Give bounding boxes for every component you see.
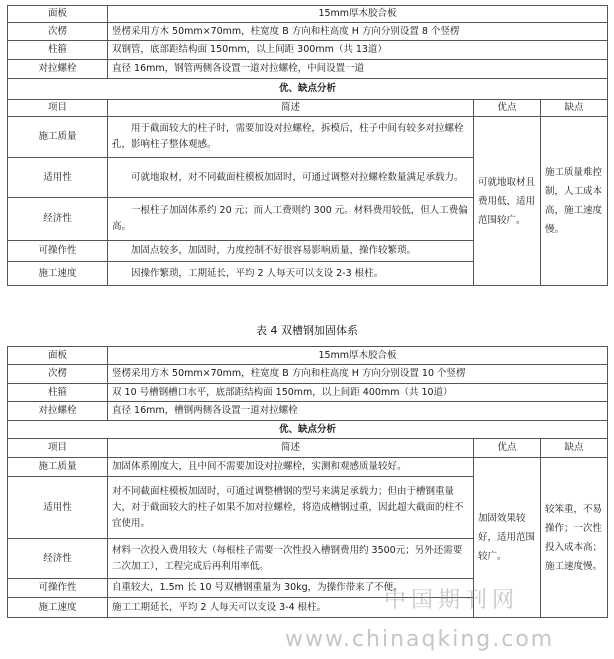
table-row — [8, 421, 608, 439]
table-header-row — [8, 100, 608, 117]
row-item: 经济性 — [8, 198, 108, 241]
row-desc: 一根柱子加固体系约 20 元；而人工费则约 300 元。材料费用较低，但人工费偏高。 — [108, 198, 474, 241]
analysis-header: 优、缺点分析 — [8, 421, 608, 439]
row-desc: 材料一次投入费用较大（每根柱子需要一次性投入槽钢费用约 3500元；另外还需要二次加工），工程完成后再利用率低。 — [108, 539, 474, 579]
table-row — [8, 384, 608, 402]
cons-cell: 较笨重，不易操作；一次性投入成本高；施工速度慢。 — [541, 458, 608, 618]
table-channel-steel-system — [7, 346, 608, 618]
row-desc: 可就地取材，对不同截面柱模板加固时，可通过调整对拉螺栓数量满足承载力。 — [108, 158, 474, 198]
table-row — [8, 23, 608, 41]
table-row — [8, 117, 608, 158]
row-value-hoop: 双钢管，底部距结构面 150mm，以上间距 300mm（共 13道） — [108, 41, 608, 60]
col-header-item: 项目 — [8, 439, 108, 458]
row-value-stud: 竖楞采用方木 50mm×70mm，柱宽度 B 方向和柱高度 H 方向分别设置 8 个竖楞 — [108, 23, 608, 41]
row-value-bolt: 直径 16mm，槽钢两侧各设置一道对拉螺栓 — [108, 402, 608, 421]
row-label-panel: 面板 — [8, 347, 108, 365]
row-desc: 施工工期延长，平均 2 人每天可以支设 3-4 根柱。 — [108, 598, 474, 618]
col-header-cons: 缺点 — [541, 100, 608, 117]
row-label-bolt: 对拉螺栓 — [8, 60, 108, 79]
row-desc: 自重较大，1.5m 长 10 号双槽钢重量为 30kg，为操作带来了不便。 — [108, 579, 474, 598]
table-header-row — [8, 439, 608, 458]
row-item: 施工质量 — [8, 117, 108, 158]
table-row — [8, 79, 608, 100]
table-row — [8, 41, 608, 60]
table-row — [8, 458, 608, 477]
table-row — [8, 402, 608, 421]
col-header-cons: 缺点 — [541, 439, 608, 458]
col-header-pros: 优点 — [474, 439, 541, 458]
row-desc: 加固点较多，加固时，力度控制不好很容易影响质量，操作较繁琐。 — [108, 241, 474, 262]
table-row — [8, 347, 608, 365]
row-item: 施工质量 — [8, 458, 108, 477]
row-item: 适用性 — [8, 158, 108, 198]
row-desc: 因操作繁琐，工期延长，平均 2 人每天可以支设 2-3 根柱。 — [108, 262, 474, 286]
table-caption: 表 4 双槽钢加固体系 — [256, 324, 358, 337]
row-label-stud: 次楞 — [8, 23, 108, 41]
row-value-stud: 竖楞采用方木 50mm×70mm，柱宽度 B 方向和柱高度 H 方向分别设置 10 个竖楞 — [108, 365, 608, 384]
row-label-bolt: 对拉螺栓 — [8, 402, 108, 421]
row-desc: 加固体系刚度大，且中间不需要加设对拉螺栓，实测和观感质量较好。 — [108, 458, 474, 477]
table-wood-system — [7, 5, 608, 286]
watermark-cn: 中国期刊网 — [384, 588, 520, 613]
col-header-desc: 简述 — [108, 439, 474, 458]
row-label-stud: 次楞 — [8, 365, 108, 384]
row-item: 施工速度 — [8, 598, 108, 618]
row-label-hoop: 柱箍 — [8, 384, 108, 402]
row-value-bolt: 直径 16mm，钢管两侧各设置一道对拉螺栓，中间设置一道 — [108, 60, 608, 79]
table-row — [8, 6, 608, 23]
col-header-pros: 优点 — [474, 100, 541, 117]
row-item: 可操作性 — [8, 579, 108, 598]
row-desc: 对不同截面柱模板加固时，可通过调整槽钢的型号来满足承载力；但由于槽钢重量大，对于截面较大的柱子如果不加对拉螺栓，将造成槽钢过重，因此超大截面的柱不宜使用。 — [108, 477, 474, 539]
row-item: 施工速度 — [8, 262, 108, 286]
col-header-desc: 简述 — [108, 100, 474, 117]
col-header-item: 项目 — [8, 100, 108, 117]
row-label-hoop: 柱箍 — [8, 41, 108, 60]
row-value-hoop: 双 10 号槽钢槽口水平，底部距结构面 150mm，以上间距 400mm（共 10道） — [108, 384, 608, 402]
row-value-panel: 15mm厚木胶合板 — [108, 347, 608, 365]
cons-cell: 施工质量难控制，人工成本高，施工速度慢。 — [541, 117, 608, 286]
pros-cell: 可就地取材且费用低，适用范围较广。 — [474, 117, 541, 286]
row-value-panel: 15mm厚木胶合板 — [108, 6, 608, 23]
row-item: 可操作性 — [8, 241, 108, 262]
table-row — [8, 365, 608, 384]
table-row — [8, 60, 608, 79]
row-item: 经济性 — [8, 539, 108, 579]
pros-cell: 加固效果较好，适用范围较广。 — [474, 458, 541, 618]
row-item: 适用性 — [8, 477, 108, 539]
watermark-url: www.chinaqking.com — [285, 627, 555, 652]
analysis-header: 优、缺点分析 — [8, 79, 608, 100]
row-desc: 用于截面较大的柱子时，需要加设对拉螺栓，拆模后，柱子中间有较多对拉螺栓孔，影响柱子整体观感。 — [108, 117, 474, 158]
row-label-panel: 面板 — [8, 6, 108, 23]
